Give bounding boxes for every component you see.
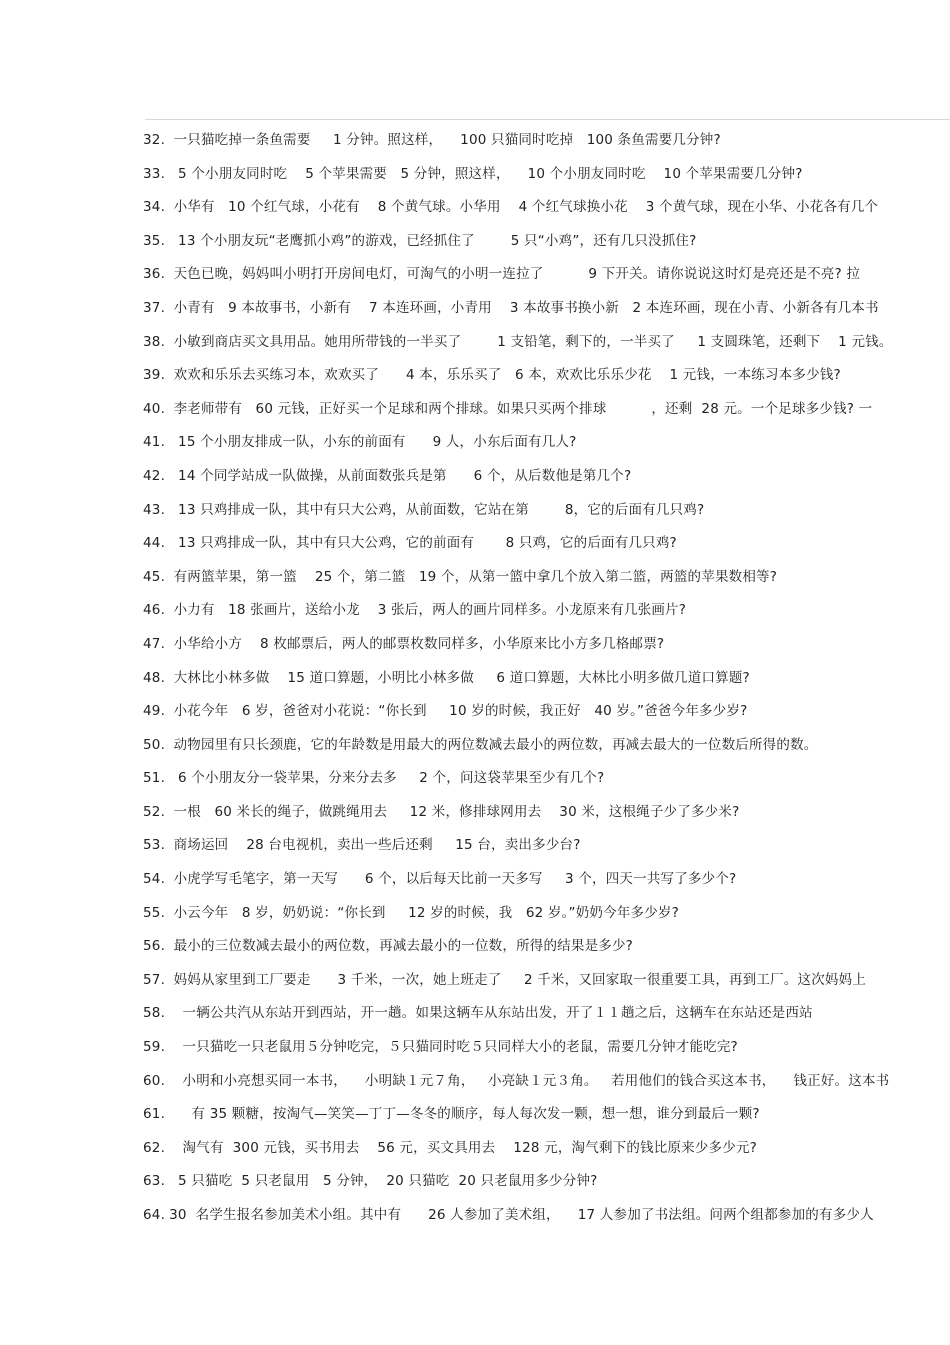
question-number: 63. [143, 1173, 166, 1190]
question-item [143, 863, 950, 897]
question-item [143, 897, 950, 931]
question-number: 57. [143, 971, 166, 988]
question-number: 43. [143, 501, 166, 518]
question-number: 44. [143, 535, 166, 552]
question-number: 41. [143, 434, 166, 451]
question-text: 小青有 9 本故事书，小新有 7 本连环画，小青用 3 本故事书换小新 2 本连环画，现在小青、小新各有几本书 [169, 299, 879, 316]
question-number: 61. [143, 1106, 166, 1123]
question-item [143, 561, 950, 595]
question-item [143, 729, 950, 763]
question-item [143, 695, 950, 729]
question-item [143, 796, 950, 830]
question-text: 商场运回 28 台电视机，卖出一些后还剩 15 台，卖出多少台? [169, 837, 581, 854]
question-number: 46. [143, 602, 166, 619]
question-item [143, 258, 950, 292]
question-text: 一只猫吃一只老鼠用５分钟吃完，５只猫同时吃５只同样大小的老鼠，需要几分钟才能吃完? [169, 1039, 738, 1056]
question-number: 33. [143, 165, 166, 182]
question-text: 小华给小方 8 枚邮票后，两人的邮票枚数同样多，小华原来比小方多几格邮票? [169, 635, 665, 652]
question-number: 40. [143, 400, 166, 417]
question-item [143, 628, 950, 662]
question-item [143, 1165, 950, 1199]
question-text: 动物园里有只长颈鹿，它的年龄数是用最大的两位数减去最小的两位数，再减去最大的一位数后所得的数。 [169, 736, 818, 753]
question-number: 39. [143, 367, 166, 384]
question-text: 小力有 18 张画片，送给小龙 3 张后，两人的画片同样多。小龙原来有几张画片? [169, 602, 687, 619]
question-text: 有 35 颗糖，按淘气—笑笑—丁丁—冬冬的顺序，每人每次发一颗，想一想，谁分到最后一颗? [169, 1106, 760, 1123]
question-text: 天色已晚，妈妈叫小明打开房间电灯，可淘气的小明一连拉了 9 下开关。请你说说这时灯是亮还是不亮? 拉 [169, 266, 861, 283]
question-item [143, 158, 950, 192]
question-item [143, 997, 950, 1031]
question-number: 64. [143, 1207, 166, 1223]
question-number: 51. [143, 770, 166, 787]
question-number: 38. [143, 333, 166, 350]
question-text: 30 名学生报名参加美术小组。其中有 26 人参加了美术组， 17 人参加了书法组。问两个组都参加的有多少人 [169, 1207, 874, 1223]
question-item [143, 460, 950, 494]
question-text: 一辆公共汽从东站开到西站，开一趟。如果这辆车从东站出发，开了１１趟之后，这辆车在东站还是西站 [169, 1005, 813, 1022]
question-item [143, 1065, 950, 1099]
question-item [143, 1098, 950, 1132]
question-item [143, 1031, 950, 1065]
question-item [143, 1199, 950, 1233]
question-item [143, 359, 950, 393]
question-text: 小华有 10 个红气球，小花有 8 个黄气球。小华用 4 个红气球换小花 3 个黄气球，现在小华、小花各有几个 [169, 199, 879, 216]
question-text: 5 个小朋友同时吃 5 个苹果需要 5 分钟，照这样， 10 个小朋友同时吃 10 个苹果需要几分钟? [169, 165, 803, 182]
question-item [143, 494, 950, 528]
question-text: 小敏到商店买文具用品。她用所带钱的一半买了 1 支铅笔，剩下的，一半买了 1 支圆珠笔，还剩下 1 元钱。 [169, 333, 893, 350]
question-item [143, 964, 950, 998]
question-text: 一根 60 米长的绳子，做跳绳用去 12 米，修排球网用去 30 米，这根绳子少了多少米? [169, 803, 740, 820]
question-text: 小云今年 8 岁，奶奶说：“你长到 12 岁的时候，我 62 岁。”奶奶今年多少岁? [169, 904, 679, 921]
question-item [143, 191, 950, 225]
question-text: 小花今年 6 岁，爸爸对小花说：“你长到 10 岁的时候，我正好 40 岁。”爸爸今年多少岁? [169, 703, 748, 720]
question-number: 35. [143, 232, 166, 249]
question-text: 14 个同学站成一队做操，从前面数张兵是第 6 个，从后数他是第几个? [169, 467, 632, 484]
question-item [143, 527, 950, 561]
question-text: 15 个小朋友排成一队，小东的前面有 9 人，小东后面有几人? [169, 434, 577, 451]
question-item [143, 326, 950, 360]
question-text: 最小的三位数减去最小的两位数，再减去最小的一位数，所得的结果是多少? [169, 938, 634, 955]
question-text: 小虎学写毛笔字，第一天写 6 个，以后每天比前一天多写 3 个，四天一共写了多少个? [169, 871, 737, 888]
question-number: 62. [143, 1139, 166, 1156]
question-item [143, 426, 950, 460]
question-number: 49. [143, 703, 166, 720]
question-list [143, 124, 950, 1233]
question-number: 53. [143, 837, 166, 854]
question-item [143, 393, 950, 427]
question-text: 13 只鸡排成一队，其中有只大公鸡，从前面数，它站在第 8，它的后面有几只鸡? [169, 501, 705, 518]
question-item [143, 1132, 950, 1166]
top-divider [145, 119, 950, 120]
question-item [143, 292, 950, 326]
question-number: 58. [143, 1005, 166, 1022]
question-item [143, 594, 950, 628]
question-number: 56. [143, 938, 166, 955]
question-text: 淘气有 300 元钱，买书用去 56 元，买文具用去 128 元，淘气剩下的钱比原来少多少元? [169, 1139, 758, 1156]
question-text: 李老师带有 60 元钱，正好买一个足球和两个排球。如果只买两个排球 ，还剩 28 元。一个足球多少钱? 一 [169, 400, 873, 417]
question-number: 32. [143, 132, 166, 148]
question-number: 60. [143, 1072, 166, 1089]
question-item [143, 225, 950, 259]
question-number: 48. [143, 669, 166, 686]
question-number: 45. [143, 568, 166, 585]
question-number: 37. [143, 299, 166, 316]
question-number: 42. [143, 467, 166, 484]
question-item [143, 930, 950, 964]
question-text: 13 只鸡排成一队，其中有只大公鸡，它的前面有 8 只鸡，它的后面有几只鸡? [169, 535, 677, 552]
question-text: 有两篮苹果，第一篮 25 个，第二篮 19 个，从第一篮中拿几个放入第二篮，两篮的苹果数相等? [169, 568, 778, 585]
question-number: 54. [143, 871, 166, 888]
question-text: 6 个小朋友分一袋苹果，分来分去多 2 个，问这袋苹果至少有几个? [169, 770, 605, 787]
question-text: 妈妈从家里到工厂要走 3 千米，一次，她上班走了 2 千米，又回家取一很重要工具，再到工厂。这次妈妈上 [169, 971, 867, 988]
question-text: 5 只猫吃 5 只老鼠用 5 分钟， 20 只猫吃 20 只老鼠用多少分钟? [169, 1173, 598, 1190]
question-item [143, 762, 950, 796]
question-number: 50. [143, 736, 166, 753]
question-text: 13 个小朋友玩“老鹰抓小鸡”的游戏，已经抓住了 5 只“小鸡”，还有几只没抓住? [169, 232, 697, 249]
question-item [143, 124, 950, 158]
question-number: 47. [143, 635, 166, 652]
question-number: 52. [143, 803, 166, 820]
question-item [143, 829, 950, 863]
question-number: 36. [143, 266, 166, 283]
question-item [143, 662, 950, 696]
question-number: 34. [143, 199, 166, 216]
question-text: 一只猫吃掉一条鱼需要 1 分钟。照这样， 100 只猫同时吃掉 100 条鱼需要几分钟? [169, 132, 721, 148]
question-number: 55. [143, 904, 166, 921]
question-text: 大林比小林多做 15 道口算题，小明比小林多做 6 道口算题，大林比小明多做几道口算题? [169, 669, 750, 686]
question-text: 小明和小亮想买同一本书， 小明缺１元７角， 小亮缺１元３角。 若用他们的钱合买这本书， 钱正好。这本书 [169, 1072, 890, 1089]
question-text: 欢欢和乐乐去买练习本，欢欢买了 4 本，乐乐买了 6 本，欢欢比乐乐少花 1 元钱，一本练习本多少钱? [169, 367, 841, 384]
question-number: 59. [143, 1039, 166, 1056]
